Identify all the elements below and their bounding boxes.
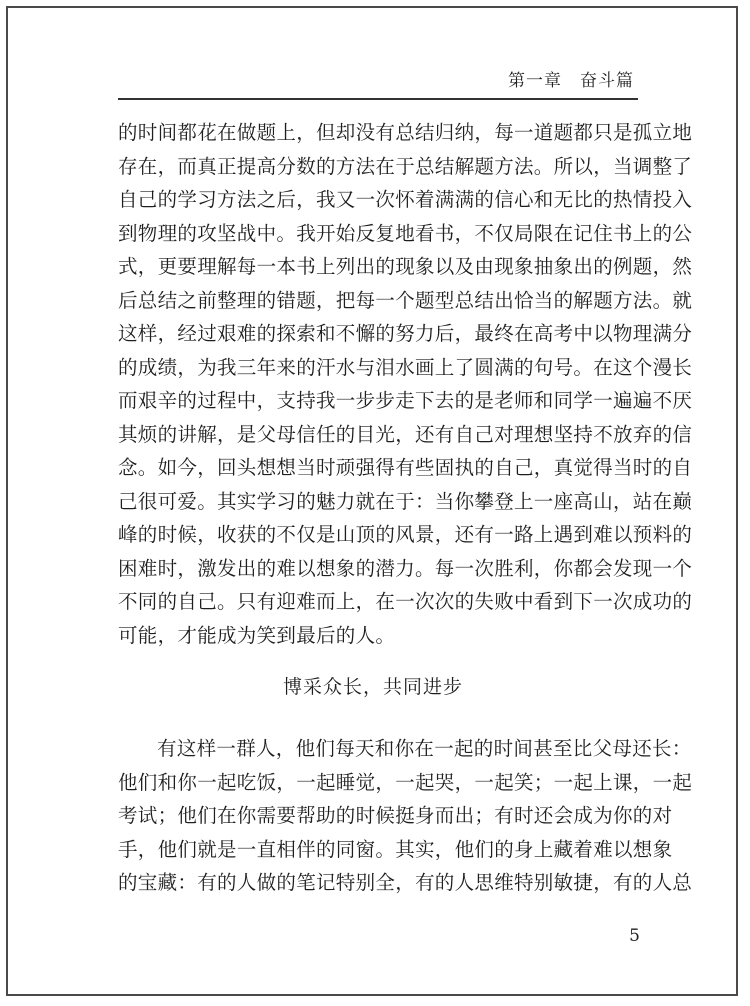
text-line: 念。如今，回头想想当时顽强得有些固执的自己，真觉得当时的自 [118, 456, 693, 479]
text-line: 的成绩，为我三年来的汗水与泪水画上了圆满的句号。在这个漫长 [118, 355, 693, 379]
text-line: 己很可爱。其实学习的魅力就在于：当你攀登上一座高山，站在巅 [118, 489, 693, 513]
text-line: 不同的自己。只有迎难而上，在一次次的失败中看到下一次成功的 [118, 590, 693, 613]
text-line: 的时间都花在做题上，但却没有总结归纳，每一道题都只是孤立地 [118, 121, 693, 144]
text-line: 自己的学习方法之后，我又一次怀着满满的信心和无比的热情投入 [118, 188, 693, 211]
text-line: 考试；他们在你需要帮助的时候挺身而出；有时还会成为你的对 [118, 804, 673, 827]
header-rule [118, 98, 638, 100]
text-line: 到物理的攻坚战中。我开始反复地看书，不仅局限在记住书上的公 [118, 221, 693, 245]
text-line: 困难时，激发出的难以想象的潜力。每一次胜利，你都会发现一个 [118, 556, 693, 580]
page-number: 5 [629, 926, 640, 946]
running-head: 第一章 奋斗篇 [508, 71, 634, 91]
text-line: 他们和你一起吃饭，一起睡觉，一起哭，一起笑；一起上课，一起 [118, 770, 693, 794]
text-line: 这样，经过艰难的探索和不懈的努力后，最终在高考中以物理满分 [118, 322, 693, 345]
text-line: 后总结之前整理的错题，把每一个题型总结出恰当的解题方法。就 [118, 288, 693, 312]
text-line: 而艰辛的过程中，支持我一步步走下去的是老师和同学一遍遍不厌 [118, 389, 693, 412]
text-line: 手，他们就是一直相伴的同窗。其实，他们的身上藏着难以想象 [118, 837, 673, 861]
section-heading: 博采众长，共同进步 [282, 676, 463, 698]
text-line: 的宝藏：有的人做的笔记特别全，有的人思维特别敏捷，有的人总 [118, 871, 693, 894]
paragraph-1 [118, 116, 693, 652]
text-line: 有这样一群人，他们每天和你在一起的时间甚至比父母还长： [157, 737, 692, 760]
text-line: 存在，而真正提高分数的方法在于总结解题方法。所以，当调整了 [118, 154, 693, 178]
text-line: 式，更要理解每一本书上列出的现象以及由现象抽象出的例题，然 [118, 255, 693, 278]
text-line: 峰的时候，收获的不仅是山顶的风景，还有一路上遇到难以预料的 [118, 523, 693, 546]
paragraph-2 [118, 732, 693, 900]
text-line: 其烦的讲解，是父母信任的目光，还有自己对理想坚持不放弃的信 [118, 422, 693, 446]
text-line: 可能，才能成为笑到最后的人。 [118, 623, 396, 647]
